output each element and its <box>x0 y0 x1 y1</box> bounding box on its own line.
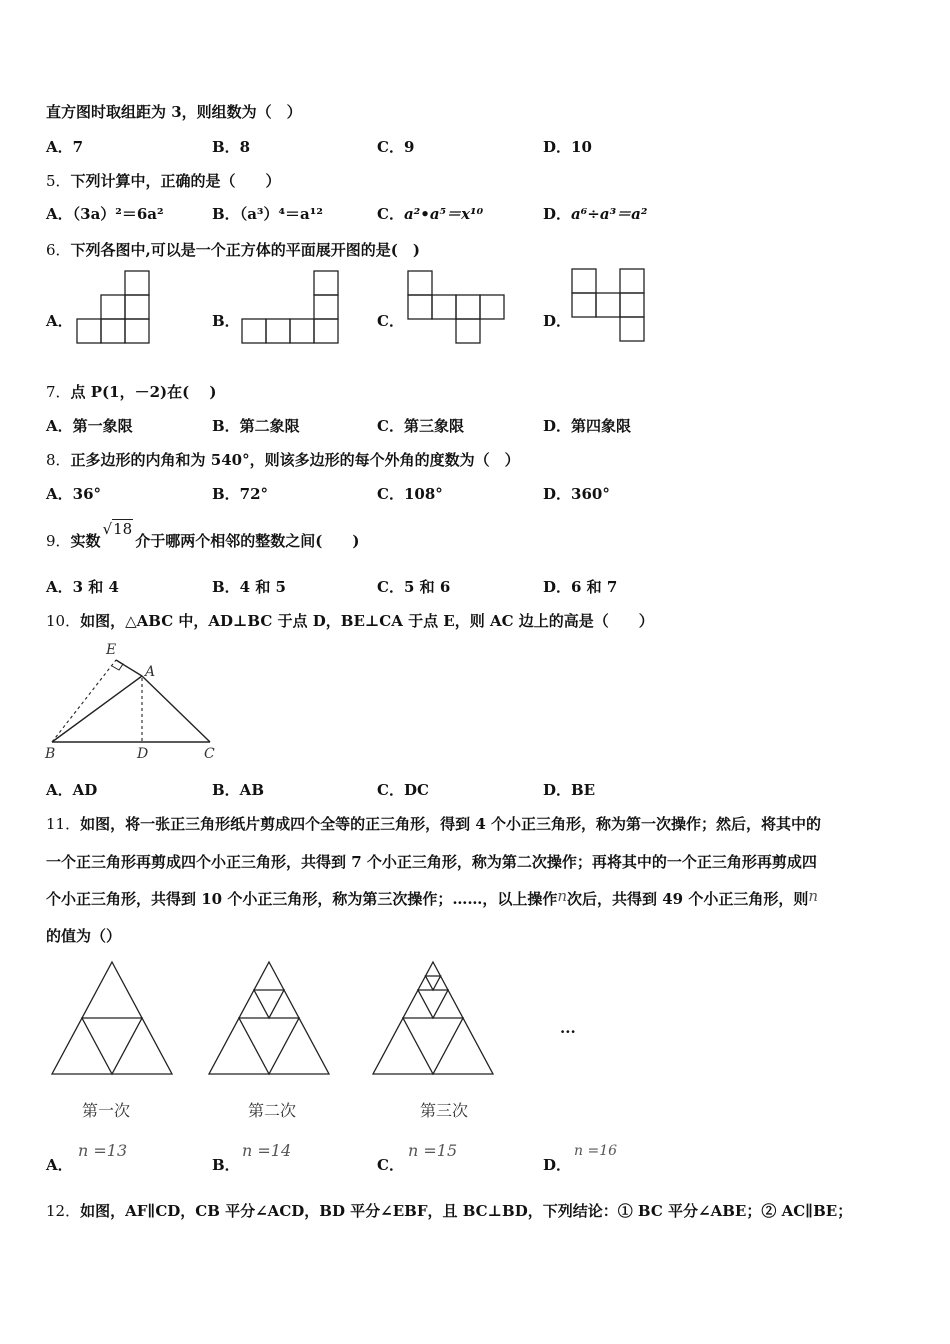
q10-triangle-figure <box>44 640 224 765</box>
q11-option-b[interactable]: B． <box>212 1156 240 1174</box>
q6-option-b[interactable]: B． <box>212 312 240 330</box>
q7-option-d[interactable]: D．第四象限 <box>543 417 632 435</box>
q5-text: 下列计算中，正确的是（ ） <box>70 172 281 190</box>
q11-option-a[interactable]: A． <box>46 1156 73 1174</box>
q12-stem <box>46 1201 852 1221</box>
q10-label-d: D <box>137 746 149 762</box>
q6-option-a[interactable]: A． <box>46 312 73 330</box>
q7-text: 点 P(1，－2)在( ) <box>70 383 217 401</box>
q10-option-c[interactable]: C．DC <box>377 781 429 799</box>
q5-number: 5． <box>46 172 71 190</box>
q11-ellipsis: ... <box>560 1019 576 1037</box>
q10-option-d[interactable]: D．BE <box>543 781 596 799</box>
q6-option-d[interactable]: D． <box>543 312 572 330</box>
q4-option-c[interactable]: C．9 <box>377 138 415 156</box>
q11-caption-second: 第二次 <box>248 1101 297 1120</box>
q8-option-d[interactable]: D．360° <box>543 485 610 503</box>
q11-number: 11． <box>46 815 81 833</box>
q10-label-b: B <box>45 746 56 762</box>
q9-text-before: 实数 <box>70 532 101 550</box>
q11-caption-first: 第一次 <box>82 1101 131 1120</box>
q4-stem: 直方图时取组距为 3，则组数为（ ） <box>46 103 302 121</box>
q5-option-d-math: a⁶÷a³＝a² <box>571 205 648 223</box>
q10-stem <box>46 611 654 631</box>
q8-option-c[interactable]: C．108° <box>377 485 443 503</box>
q9-option-a[interactable]: A．3 和 4 <box>46 578 119 596</box>
q11-line-1: 11．如图，将一张正三角形纸片剪成四个全等的正三角形，得到 4 个小正三角形，称为第一次操作；然后，将其中的 <box>46 815 821 833</box>
q11-option-c-value: n =15 <box>408 1141 458 1160</box>
q12-text: 如图，AF∥CD，CB 平分∠ACD，BD 平分∠EBF，且 BC⊥BD，下列结论：① BC 平分∠ABE；② AC∥BE； <box>80 1202 853 1220</box>
q7-option-a[interactable]: A．第一象限 <box>46 417 133 435</box>
q11-var-n: n <box>557 887 567 905</box>
q6-net-d-figure <box>570 268 650 346</box>
q6-number: 6． <box>46 241 71 259</box>
q9-stem <box>46 520 360 551</box>
q8-option-a[interactable]: A．36° <box>46 485 102 503</box>
q9-text-after: 介于哪两个相邻的整数之间( ) <box>135 532 360 550</box>
q8-option-b[interactable]: B．72° <box>212 485 269 503</box>
q9-number: 9． <box>46 532 71 550</box>
q7-option-c[interactable]: C．第三象限 <box>377 417 464 435</box>
q10-option-a[interactable]: A．AD <box>46 781 98 799</box>
q6-text: 下列各图中,可以是一个正方体的平面展开图的是( ) <box>70 241 420 259</box>
q10-number: 10． <box>46 612 81 630</box>
q11-option-a-value: n =13 <box>78 1141 128 1160</box>
q10-label-a: A <box>145 664 156 680</box>
q6-stem <box>46 240 420 260</box>
q5-stem <box>46 171 281 191</box>
q6-option-c[interactable]: C． <box>377 312 404 330</box>
q5-option-d[interactable]: D．a⁶÷a³＝a² <box>543 205 648 223</box>
q9-sqrt: √18 <box>102 520 133 538</box>
q11-option-c[interactable]: C． <box>377 1156 404 1174</box>
q11-line-3: 个小正三角形，共得到 10 个小正三角形，称为第三次操作；……，以上操作n次后，共得到 49 个小正三角形，则n <box>46 887 818 908</box>
q11-line-2: 一个正三角形再剪成四个小正三角形，共得到 7 个小正三角形，称为第二次操作；再将其中的一个正三角形再剪成四 <box>46 853 817 871</box>
q7-stem <box>46 382 217 402</box>
q5-option-a[interactable]: A．（3a）²＝6a² <box>46 205 164 223</box>
q11-line-4: 的值为（） <box>46 927 122 945</box>
q12-number: 12． <box>46 1202 81 1220</box>
q11-option-d-value: n =16 <box>574 1143 618 1159</box>
q4-option-b[interactable]: B．8 <box>212 138 251 156</box>
q11-var-n-2: n <box>808 887 818 905</box>
q5-option-b-math: （a³）⁴＝a¹² <box>239 205 323 223</box>
q5-option-c[interactable]: C．a²•a⁵＝x¹⁰ <box>377 205 484 223</box>
q9-option-d[interactable]: D．6 和 7 <box>543 578 618 596</box>
q9-option-b[interactable]: B．4 和 5 <box>212 578 286 596</box>
q11-figure-first <box>50 960 174 1078</box>
q6-net-a-figure <box>76 270 152 346</box>
q7-option-b[interactable]: B．第二象限 <box>212 417 300 435</box>
q5-option-b[interactable]: B．（a³）⁴＝a¹² <box>212 205 323 223</box>
q6-net-c-figure <box>406 270 506 346</box>
q11-figure-second <box>207 960 331 1078</box>
q7-number: 7． <box>46 383 71 401</box>
q5-option-a-math: （3a）²＝6a² <box>72 205 164 223</box>
q5-option-c-math: a²•a⁵＝x¹⁰ <box>403 205 484 223</box>
q4-option-a[interactable]: A．7 <box>46 138 84 156</box>
q11-figure-third <box>371 960 495 1078</box>
q11-option-d[interactable]: D． <box>543 1156 572 1174</box>
q11-option-b-value: n =14 <box>242 1141 292 1160</box>
q9-option-c[interactable]: C．5 和 6 <box>377 578 451 596</box>
q11-caption-third: 第三次 <box>420 1101 469 1120</box>
q4-option-d[interactable]: D．10 <box>543 138 592 156</box>
q10-label-e: E <box>106 642 117 658</box>
q8-number: 8． <box>46 451 71 469</box>
q8-text: 正多边形的内角和为 540°，则该多边形的每个外角的度数为（ ） <box>70 451 520 469</box>
q10-label-c: C <box>204 746 215 762</box>
q6-net-b-figure <box>240 270 340 346</box>
q8-stem <box>46 450 520 470</box>
q10-text: 如图，△ABC 中，AD⊥BC 于点 D，BE⊥CA 于点 E，则 AC 边上的高是（ ） <box>80 612 654 630</box>
q10-option-b[interactable]: B．AB <box>212 781 264 799</box>
